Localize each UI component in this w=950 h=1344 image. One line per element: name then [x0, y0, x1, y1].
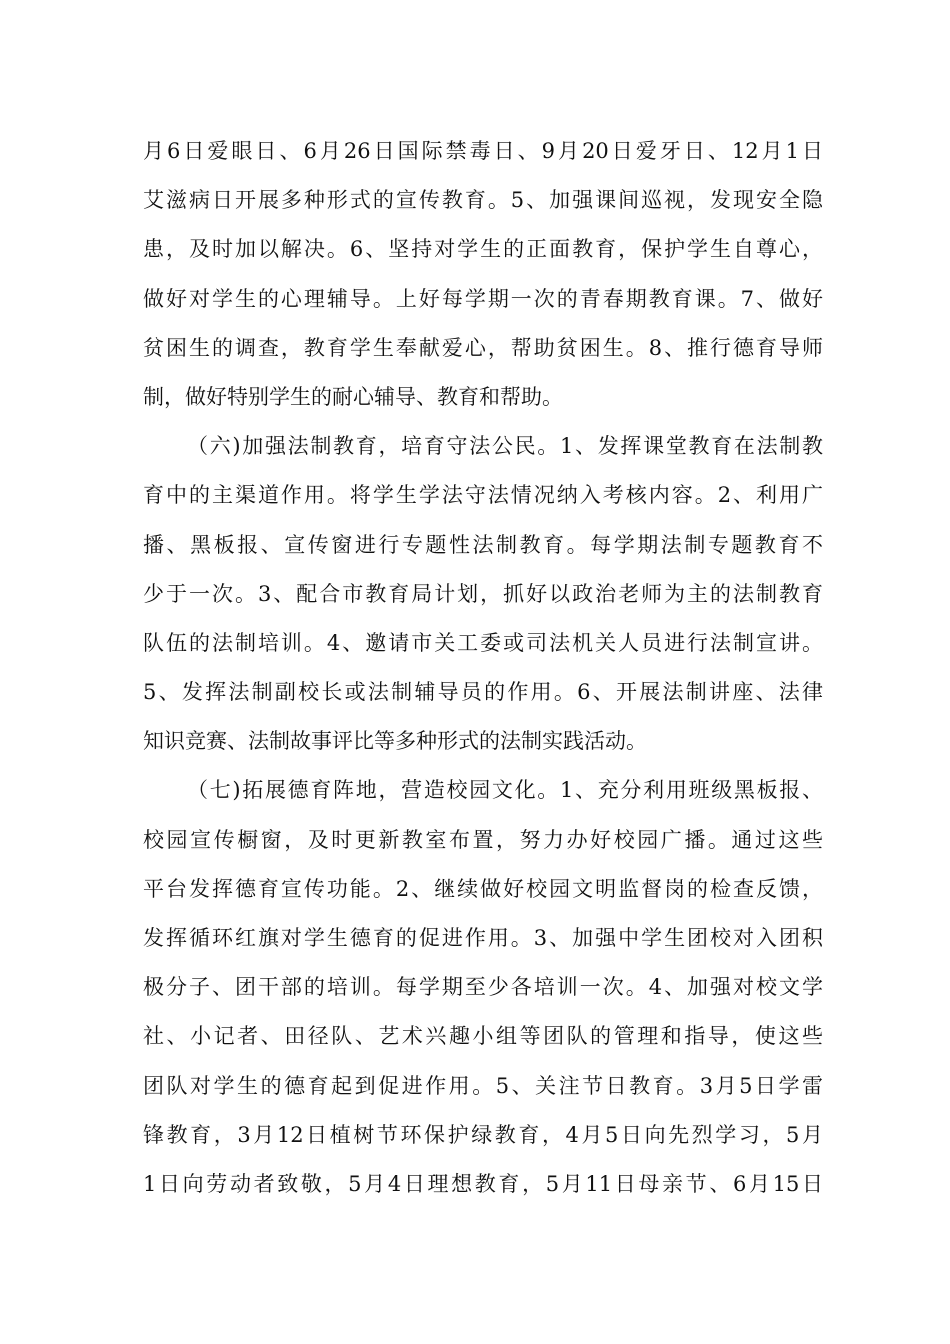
text-line: 社、小记者、田径队、艺术兴趣小组等团队的管理和指导，使这些	[143, 1024, 823, 1049]
text-line: 月6日爱眼日、6月26日国际禁毒日、9月20日爱牙日、12月1日	[143, 139, 823, 163]
text-line: 播、黑板报、宣传窗进行专题性法制教育。每学期法制专题教育不	[143, 532, 823, 557]
text-line: 1日向劳动者致敬，5月4日理想教育，5月11日母亲节、6月15日	[143, 1171, 823, 1196]
text-line: 做好对学生的心理辅导。上好每学期一次的青春期教育课。7、做好	[143, 286, 823, 311]
body-text	[143, 127, 823, 1209]
text-line: 5、发挥法制副校长或法制辅导员的作用。6、开展法制讲座、法律	[143, 680, 823, 705]
text-line: 校园宣传橱窗，及时更新教室布置，努力办好校园广播。通过这些	[143, 827, 823, 852]
text-line: 育中的主渠道作用。将学生学法守法情况纳入考核内容。2、利用广	[143, 483, 823, 508]
text-line: 知识竞赛、法制故事评比等多种形式的法制实践活动。	[143, 729, 647, 754]
text-line: 患，及时加以解决。6、坚持对学生的正面教育，保护学生自尊心，	[143, 237, 823, 262]
text-line: （七)拓展德育阵地，营造校园文化。1、充分利用班级黑板报、	[187, 778, 823, 803]
text-line: 发挥循环红旗对学生德育的促进作用。3、加强中学生团校对入团积	[143, 926, 823, 950]
text-line: 少于一次。3、配合市教育局计划，抓好以政治老师为主的法制教育	[143, 581, 823, 606]
text-line: 制，做好特别学生的耐心辅导、教育和帮助。	[143, 384, 563, 409]
text-line: 极分子、团干部的培训。每学期至少各培训一次。4、加强对校文学	[143, 975, 823, 1000]
text-line: （六)加强法制教育，培育守法公民。1、发挥课堂教育在法制教	[187, 434, 823, 459]
text-line: 平台发挥德育宣传功能。2、继续做好校园文明监督岗的检查反馈，	[143, 876, 823, 901]
text-line: 锋教育，3月12日植树节环保护绿教育，4月5日向先烈学习，5月	[143, 1122, 823, 1147]
text-line: 团队对学生的德育起到促进作用。5、关注节日教育。3月5日学雷	[143, 1073, 823, 1098]
text-line: 贫困生的调查，教育学生奉献爱心，帮助贫困生。8、推行德育导师	[143, 335, 823, 360]
text-line: 艾滋病日开展多种形式的宣传教育。5、加强课间巡视，发现安全隐	[143, 188, 823, 213]
text-line: 队伍的法制培训。4、邀请市关工委或司法机关人员进行法制宣讲。	[143, 630, 823, 655]
